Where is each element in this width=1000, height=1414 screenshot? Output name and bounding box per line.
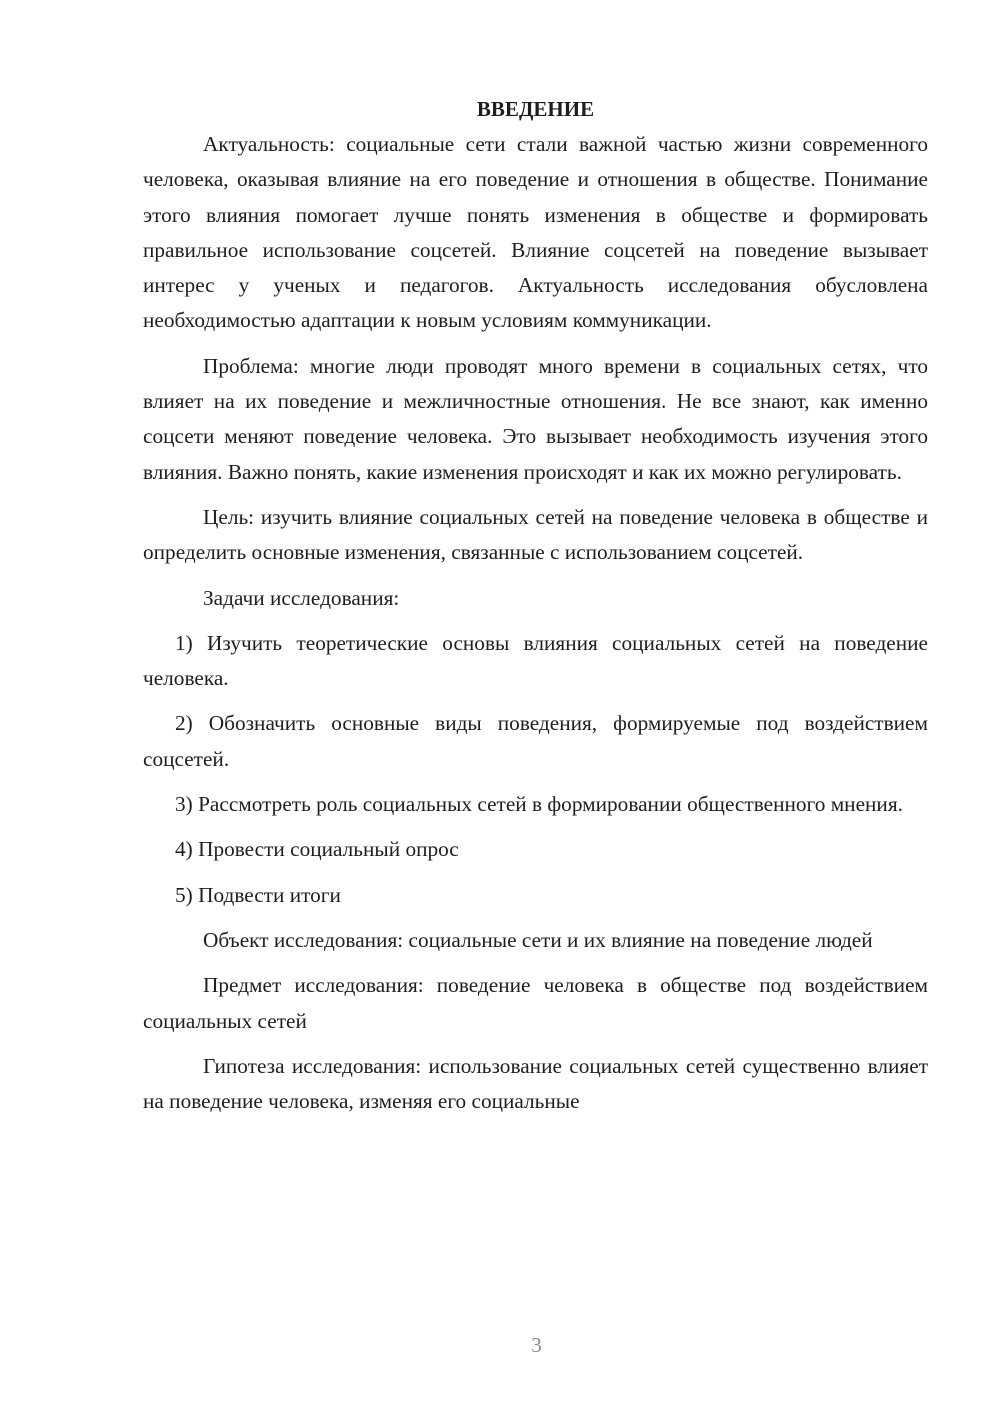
task-item: 4) Провести социальный опрос xyxy=(175,837,459,862)
paragraph-hypothesis: Гипотеза исследования: использование социальных сетей существенно влияет на поведение человека, изменяя его социальные xyxy=(143,1053,928,1114)
task-item: 3) Рассмотреть роль социальных сетей в формировании общественного мнения. xyxy=(175,792,903,817)
task-item: 2) Обозначить основные виды поведения, формируемые под воздействием соцсетей. xyxy=(143,711,928,771)
task-item: 5) Подвести итоги xyxy=(175,882,341,907)
paragraph-problem: Проблема: многие люди проводят много времени в социальных сетях, что влияет на их поведение и межличностные отношения. Не все знают, как именно соцсети меняют поведение человека. Это вызывает необходимость изучения этого влияния. Важно понять, какие изменения происходят и как их можно регулировать. xyxy=(143,353,928,484)
tasks-heading: Задачи исследования: xyxy=(203,585,400,610)
page-number: 3 xyxy=(531,1333,542,1357)
paragraph-goal: Цель: изучить влияние социальных сетей на поведение человека в обществе и определить основные изменения, связанные с использованием соцсетей. xyxy=(143,504,928,565)
task-item: 1) Изучить теоретические основы влияния социальных сетей на поведение человека. xyxy=(143,630,928,691)
paragraph-subject: Предмет исследования: поведение человека в обществе под воздействием социальных сетей xyxy=(143,973,928,1033)
page-title: ВВЕДЕНИЕ xyxy=(476,97,595,121)
paragraph-object: Объект исследования: социальные сети и их влияние на поведение людей xyxy=(203,927,873,952)
document-page xyxy=(143,92,928,1129)
paragraph-relevance: Актуальность: социальные сети стали важной частью жизни современного человека, оказывая влияние на его поведение и отношения в обществе. Понимание этого влияния помогает лучше понять изменения в обществе и формировать правильное использование соцсетей. Влияние соцсетей на поведение вызывает интерес у ученых и педагогов. Актуальность исследования обусловлена необходимостью адаптации к новым условиям коммуникации. xyxy=(143,132,928,333)
